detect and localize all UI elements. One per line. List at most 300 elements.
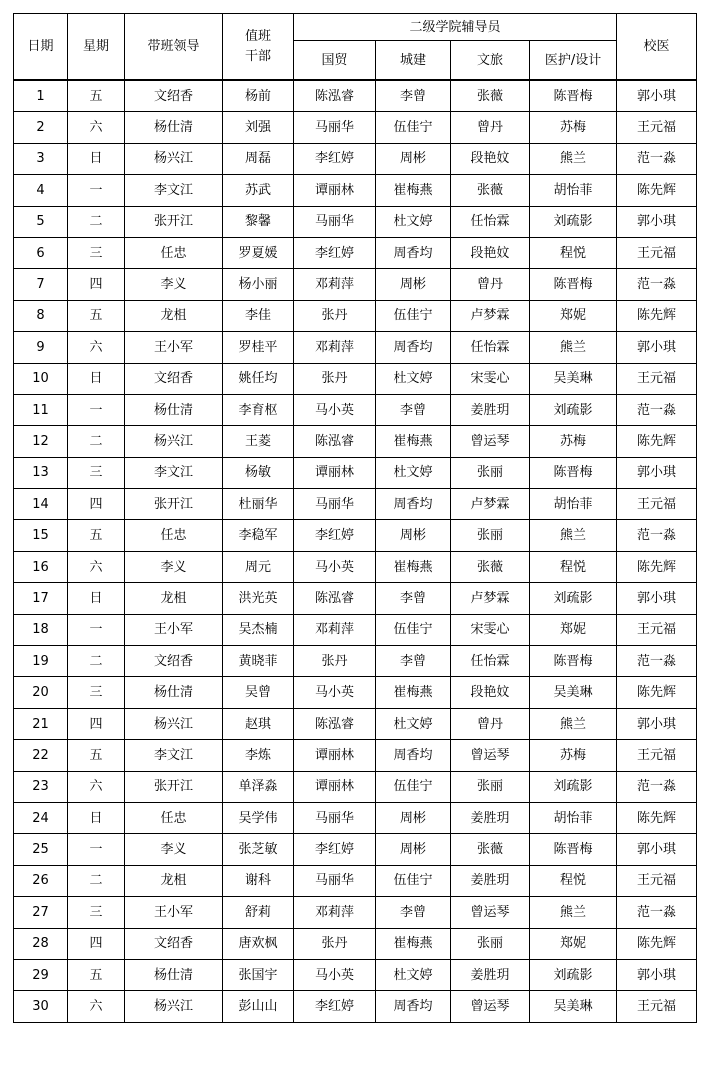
weekday-cell: 四: [68, 489, 125, 520]
medical-design-cell: 苏梅: [530, 740, 617, 771]
table-row: [14, 206, 697, 237]
date-cell: 22: [14, 740, 68, 771]
leader-cell: 文绍香: [125, 928, 223, 959]
doctor-cell: 陈先辉: [617, 551, 697, 582]
doctor-cell: 陈先辉: [617, 802, 697, 833]
trade-cell: 李红婷: [294, 237, 376, 268]
tourism-cell: 姜胜玥: [451, 865, 530, 896]
cadre-cell: 黄晓菲: [223, 646, 294, 677]
urban-cell: 周彬: [376, 269, 451, 300]
medical-design-cell: 陈晋梅: [530, 646, 617, 677]
table-row: [14, 991, 697, 1022]
table-row: [14, 677, 697, 708]
doctor-cell: 王元福: [617, 112, 697, 143]
leader-cell: 杨兴江: [125, 143, 223, 174]
urban-cell: 崔梅燕: [376, 928, 451, 959]
weekday-cell: 六: [68, 112, 125, 143]
medical-design-cell: 陈晋梅: [530, 834, 617, 865]
weekday-cell: 三: [68, 237, 125, 268]
doctor-cell: 郭小琪: [617, 959, 697, 990]
leader-cell: 任忠: [125, 237, 223, 268]
weekday-cell: 二: [68, 206, 125, 237]
medical-design-cell: 吴美琳: [530, 991, 617, 1022]
doctor-cell: 范一淼: [617, 771, 697, 802]
trade-cell: 张丹: [294, 300, 376, 331]
leader-cell: 杨仕清: [125, 959, 223, 990]
cadre-cell: 黎馨: [223, 206, 294, 237]
tourism-cell: 姜胜玥: [451, 802, 530, 833]
cadre-cell: 洪光英: [223, 583, 294, 614]
doctor-cell: 范一淼: [617, 143, 697, 174]
weekday-cell: 五: [68, 520, 125, 551]
doctor-cell: 范一淼: [617, 394, 697, 425]
tourism-cell: 曾丹: [451, 269, 530, 300]
medical-design-cell: 陈晋梅: [530, 269, 617, 300]
date-cell: 9: [14, 332, 68, 363]
doctor-cell: 郭小琪: [617, 708, 697, 739]
doctor-cell: 王元福: [617, 991, 697, 1022]
urban-cell: 周香均: [376, 991, 451, 1022]
weekday-cell: 三: [68, 897, 125, 928]
urban-cell: 周香均: [376, 237, 451, 268]
tourism-cell: 张薇: [451, 834, 530, 865]
date-cell: 29: [14, 959, 68, 990]
urban-cell: 伍佳宁: [376, 614, 451, 645]
urban-cell: 周香均: [376, 740, 451, 771]
cadre-cell: 舒莉: [223, 897, 294, 928]
urban-cell: 李曾: [376, 80, 451, 112]
weekday-cell: 二: [68, 865, 125, 896]
cadre-cell: 周磊: [223, 143, 294, 174]
header-dept-tourism: 文旅: [451, 41, 530, 81]
urban-cell: 杜文婷: [376, 363, 451, 394]
cadre-cell: 李佳: [223, 300, 294, 331]
leader-cell: 王小军: [125, 332, 223, 363]
header-duty-cadre-line2: 干部: [244, 48, 271, 64]
urban-cell: 周彬: [376, 520, 451, 551]
tourism-cell: 卢梦霖: [451, 583, 530, 614]
medical-design-cell: 程悦: [530, 551, 617, 582]
cadre-cell: 姚任均: [223, 363, 294, 394]
urban-cell: 周香均: [376, 489, 451, 520]
date-cell: 25: [14, 834, 68, 865]
weekday-cell: 五: [68, 959, 125, 990]
leader-cell: 任忠: [125, 802, 223, 833]
leader-cell: 杨仕清: [125, 394, 223, 425]
date-cell: 10: [14, 363, 68, 394]
doctor-cell: 王元福: [617, 363, 697, 394]
medical-design-cell: 郑妮: [530, 928, 617, 959]
tourism-cell: 宋雯心: [451, 614, 530, 645]
leader-cell: 杨兴江: [125, 991, 223, 1022]
tourism-cell: 曾丹: [451, 708, 530, 739]
table-row: [14, 363, 697, 394]
header-weekday: 星期: [68, 14, 125, 81]
trade-cell: 李红婷: [294, 834, 376, 865]
trade-cell: 邓莉萍: [294, 614, 376, 645]
tourism-cell: 段艳妏: [451, 677, 530, 708]
cadre-cell: 吴曾: [223, 677, 294, 708]
cadre-cell: 杨小丽: [223, 269, 294, 300]
trade-cell: 谭丽林: [294, 771, 376, 802]
table-row: [14, 489, 697, 520]
header-dept-urban: 城建: [376, 41, 451, 81]
urban-cell: 周香均: [376, 332, 451, 363]
leader-cell: 李义: [125, 834, 223, 865]
leader-cell: 张开江: [125, 489, 223, 520]
weekday-cell: 三: [68, 457, 125, 488]
trade-cell: 陈泓睿: [294, 426, 376, 457]
doctor-cell: 王元福: [617, 740, 697, 771]
date-cell: 11: [14, 394, 68, 425]
date-cell: 14: [14, 489, 68, 520]
medical-design-cell: 熊兰: [530, 332, 617, 363]
doctor-cell: 陈先辉: [617, 426, 697, 457]
header-leader: 带班领导: [125, 14, 223, 81]
cadre-cell: 周元: [223, 551, 294, 582]
medical-design-cell: 刘疏影: [530, 771, 617, 802]
weekday-cell: 五: [68, 80, 125, 112]
urban-cell: 周彬: [376, 834, 451, 865]
tourism-cell: 任怡霖: [451, 206, 530, 237]
trade-cell: 邓莉萍: [294, 332, 376, 363]
header-date: 日期: [14, 14, 68, 81]
leader-cell: 王小军: [125, 897, 223, 928]
leader-cell: 张开江: [125, 206, 223, 237]
date-cell: 6: [14, 237, 68, 268]
doctor-cell: 陈先辉: [617, 928, 697, 959]
table-row: [14, 959, 697, 990]
weekday-cell: 一: [68, 394, 125, 425]
doctor-cell: 王元福: [617, 489, 697, 520]
trade-cell: 马丽华: [294, 112, 376, 143]
table-row: [14, 332, 697, 363]
medical-design-cell: 程悦: [530, 237, 617, 268]
tourism-cell: 任怡霖: [451, 332, 530, 363]
trade-cell: 马丽华: [294, 489, 376, 520]
urban-cell: 崔梅燕: [376, 426, 451, 457]
leader-cell: 李文江: [125, 457, 223, 488]
cadre-cell: 彭山山: [223, 991, 294, 1022]
date-cell: 17: [14, 583, 68, 614]
doctor-cell: 郭小琪: [617, 457, 697, 488]
cadre-cell: 吴杰楠: [223, 614, 294, 645]
tourism-cell: 张丽: [451, 520, 530, 551]
weekday-cell: 六: [68, 332, 125, 363]
medical-design-cell: 刘疏影: [530, 583, 617, 614]
weekday-cell: 一: [68, 834, 125, 865]
table-row: [14, 300, 697, 331]
weekday-cell: 五: [68, 740, 125, 771]
urban-cell: 杜文婷: [376, 959, 451, 990]
leader-cell: 龙柤: [125, 583, 223, 614]
date-cell: 8: [14, 300, 68, 331]
doctor-cell: 郭小琪: [617, 80, 697, 112]
doctor-cell: 陈先辉: [617, 175, 697, 206]
date-cell: 24: [14, 802, 68, 833]
urban-cell: 崔梅燕: [376, 175, 451, 206]
urban-cell: 周彬: [376, 802, 451, 833]
medical-design-cell: 苏梅: [530, 426, 617, 457]
trade-cell: 陈泓睿: [294, 583, 376, 614]
cadre-cell: 张国宇: [223, 959, 294, 990]
urban-cell: 李曾: [376, 583, 451, 614]
medical-design-cell: 郑妮: [530, 300, 617, 331]
trade-cell: 李红婷: [294, 520, 376, 551]
tourism-cell: 张丽: [451, 928, 530, 959]
table-body: [14, 80, 697, 1022]
tourism-cell: 姜胜玥: [451, 959, 530, 990]
medical-design-cell: 胡怡菲: [530, 489, 617, 520]
leader-cell: 张开江: [125, 771, 223, 802]
weekday-cell: 五: [68, 300, 125, 331]
urban-cell: 伍佳宁: [376, 300, 451, 331]
date-cell: 28: [14, 928, 68, 959]
date-cell: 5: [14, 206, 68, 237]
medical-design-cell: 胡怡菲: [530, 175, 617, 206]
doctor-cell: 王元福: [617, 614, 697, 645]
urban-cell: 李曾: [376, 394, 451, 425]
leader-cell: 杨仕清: [125, 677, 223, 708]
table-row: [14, 394, 697, 425]
trade-cell: 李红婷: [294, 143, 376, 174]
table-row: [14, 771, 697, 802]
tourism-cell: 张薇: [451, 175, 530, 206]
trade-cell: 邓莉萍: [294, 897, 376, 928]
weekday-cell: 六: [68, 771, 125, 802]
tourism-cell: 卢梦霖: [451, 489, 530, 520]
medical-design-cell: 刘疏影: [530, 394, 617, 425]
tourism-cell: 曾运琴: [451, 991, 530, 1022]
urban-cell: 崔梅燕: [376, 677, 451, 708]
doctor-cell: 郭小琪: [617, 332, 697, 363]
doctor-cell: 范一淼: [617, 646, 697, 677]
medical-design-cell: 苏梅: [530, 112, 617, 143]
leader-cell: 文绍香: [125, 363, 223, 394]
leader-cell: 李义: [125, 551, 223, 582]
medical-design-cell: 熊兰: [530, 897, 617, 928]
header-duty-cadre: [223, 14, 294, 81]
medical-design-cell: 熊兰: [530, 708, 617, 739]
leader-cell: 文绍香: [125, 80, 223, 112]
trade-cell: 张丹: [294, 363, 376, 394]
header-school-doctor: 校医: [617, 14, 697, 81]
cadre-cell: 杨前: [223, 80, 294, 112]
cadre-cell: 李炼: [223, 740, 294, 771]
table-header: [14, 14, 697, 81]
leader-cell: 王小军: [125, 614, 223, 645]
urban-cell: 李曾: [376, 646, 451, 677]
doctor-cell: 王元福: [617, 237, 697, 268]
doctor-cell: 陈先辉: [617, 677, 697, 708]
leader-cell: 任忠: [125, 520, 223, 551]
urban-cell: 崔梅燕: [376, 551, 451, 582]
trade-cell: 谭丽林: [294, 175, 376, 206]
date-cell: 23: [14, 771, 68, 802]
medical-design-cell: 熊兰: [530, 143, 617, 174]
weekday-cell: 六: [68, 991, 125, 1022]
tourism-cell: 张丽: [451, 457, 530, 488]
weekday-cell: 日: [68, 363, 125, 394]
doctor-cell: 范一淼: [617, 897, 697, 928]
urban-cell: 周彬: [376, 143, 451, 174]
date-cell: 4: [14, 175, 68, 206]
tourism-cell: 段艳妏: [451, 143, 530, 174]
trade-cell: 李红婷: [294, 991, 376, 1022]
cadre-cell: 罗桂平: [223, 332, 294, 363]
leader-cell: 龙柤: [125, 865, 223, 896]
trade-cell: 马小英: [294, 394, 376, 425]
trade-cell: 马小英: [294, 551, 376, 582]
tourism-cell: 段艳妏: [451, 237, 530, 268]
trade-cell: 马小英: [294, 677, 376, 708]
medical-design-cell: 郑妮: [530, 614, 617, 645]
table-row: [14, 426, 697, 457]
table-row: [14, 834, 697, 865]
tourism-cell: 曾丹: [451, 112, 530, 143]
medical-design-cell: 胡怡菲: [530, 802, 617, 833]
tourism-cell: 姜胜玥: [451, 394, 530, 425]
date-cell: 13: [14, 457, 68, 488]
weekday-cell: 三: [68, 677, 125, 708]
medical-design-cell: 陈晋梅: [530, 80, 617, 112]
cadre-cell: 李稳军: [223, 520, 294, 551]
doctor-cell: 王元福: [617, 865, 697, 896]
table-row: [14, 237, 697, 268]
header-counselor-group: 二级学院辅导员: [294, 14, 617, 41]
medical-design-cell: 程悦: [530, 865, 617, 896]
weekday-cell: 二: [68, 646, 125, 677]
date-cell: 30: [14, 991, 68, 1022]
tourism-cell: 任怡霖: [451, 646, 530, 677]
table-row: [14, 520, 697, 551]
date-cell: 19: [14, 646, 68, 677]
header-dept-medical-design: 医护/设计: [530, 41, 617, 81]
date-cell: 26: [14, 865, 68, 896]
doctor-cell: 范一淼: [617, 520, 697, 551]
doctor-cell: 范一淼: [617, 269, 697, 300]
trade-cell: 陈泓睿: [294, 708, 376, 739]
weekday-cell: 一: [68, 175, 125, 206]
medical-design-cell: 吴美琳: [530, 677, 617, 708]
leader-cell: 李文江: [125, 175, 223, 206]
cadre-cell: 罗夏媛: [223, 237, 294, 268]
urban-cell: 伍佳宁: [376, 112, 451, 143]
date-cell: 1: [14, 80, 68, 112]
date-cell: 12: [14, 426, 68, 457]
urban-cell: 李曾: [376, 897, 451, 928]
leader-cell: 李义: [125, 269, 223, 300]
weekday-cell: 日: [68, 583, 125, 614]
doctor-cell: 郭小琪: [617, 834, 697, 865]
date-cell: 3: [14, 143, 68, 174]
cadre-cell: 唐欢枫: [223, 928, 294, 959]
date-cell: 15: [14, 520, 68, 551]
table-row: [14, 551, 697, 582]
date-cell: 20: [14, 677, 68, 708]
leader-cell: 杨兴江: [125, 708, 223, 739]
cadre-cell: 李育枢: [223, 394, 294, 425]
table-row: [14, 80, 697, 112]
table-row: [14, 646, 697, 677]
table-row: [14, 740, 697, 771]
medical-design-cell: 刘疏影: [530, 206, 617, 237]
urban-cell: 伍佳宁: [376, 771, 451, 802]
medical-design-cell: 熊兰: [530, 520, 617, 551]
cadre-cell: 赵琪: [223, 708, 294, 739]
date-cell: 18: [14, 614, 68, 645]
tourism-cell: 曾运琴: [451, 740, 530, 771]
weekday-cell: 二: [68, 426, 125, 457]
cadre-cell: 单泽淼: [223, 771, 294, 802]
date-cell: 21: [14, 708, 68, 739]
weekday-cell: 日: [68, 802, 125, 833]
trade-cell: 邓莉萍: [294, 269, 376, 300]
table-row: [14, 928, 697, 959]
table-row: [14, 897, 697, 928]
urban-cell: 杜文婷: [376, 206, 451, 237]
weekday-cell: 四: [68, 928, 125, 959]
date-cell: 7: [14, 269, 68, 300]
table-row: [14, 112, 697, 143]
cadre-cell: 杨敏: [223, 457, 294, 488]
tourism-cell: 宋雯心: [451, 363, 530, 394]
weekday-cell: 一: [68, 614, 125, 645]
duty-schedule-table: [13, 13, 697, 1023]
cadre-cell: 苏武: [223, 175, 294, 206]
header-duty-cadre-line1: 值班: [244, 29, 271, 44]
table-row: [14, 143, 697, 174]
leader-cell: 李文江: [125, 740, 223, 771]
tourism-cell: 卢梦霖: [451, 300, 530, 331]
trade-cell: 张丹: [294, 646, 376, 677]
cadre-cell: 吴学伟: [223, 802, 294, 833]
leader-cell: 龙柤: [125, 300, 223, 331]
trade-cell: 陈泓睿: [294, 80, 376, 112]
table-row: [14, 583, 697, 614]
table-row: [14, 802, 697, 833]
tourism-cell: 曾运琴: [451, 426, 530, 457]
medical-design-cell: 刘疏影: [530, 959, 617, 990]
table-row: [14, 269, 697, 300]
cadre-cell: 刘强: [223, 112, 294, 143]
date-cell: 27: [14, 897, 68, 928]
tourism-cell: 曾运琴: [451, 897, 530, 928]
cadre-cell: 杜丽华: [223, 489, 294, 520]
urban-cell: 伍佳宁: [376, 865, 451, 896]
tourism-cell: 张薇: [451, 551, 530, 582]
table-row: [14, 865, 697, 896]
cadre-cell: 谢科: [223, 865, 294, 896]
weekday-cell: 日: [68, 143, 125, 174]
urban-cell: 杜文婷: [376, 457, 451, 488]
table-row: [14, 614, 697, 645]
leader-cell: 杨仕清: [125, 112, 223, 143]
leader-cell: 杨兴江: [125, 426, 223, 457]
doctor-cell: 郭小琪: [617, 206, 697, 237]
weekday-cell: 四: [68, 269, 125, 300]
medical-design-cell: 陈晋梅: [530, 457, 617, 488]
doctor-cell: 陈先辉: [617, 300, 697, 331]
date-cell: 16: [14, 551, 68, 582]
weekday-cell: 六: [68, 551, 125, 582]
table-row: [14, 457, 697, 488]
tourism-cell: 张丽: [451, 771, 530, 802]
cadre-cell: 张芝敏: [223, 834, 294, 865]
leader-cell: 文绍香: [125, 646, 223, 677]
trade-cell: 马丽华: [294, 206, 376, 237]
urban-cell: 杜文婷: [376, 708, 451, 739]
